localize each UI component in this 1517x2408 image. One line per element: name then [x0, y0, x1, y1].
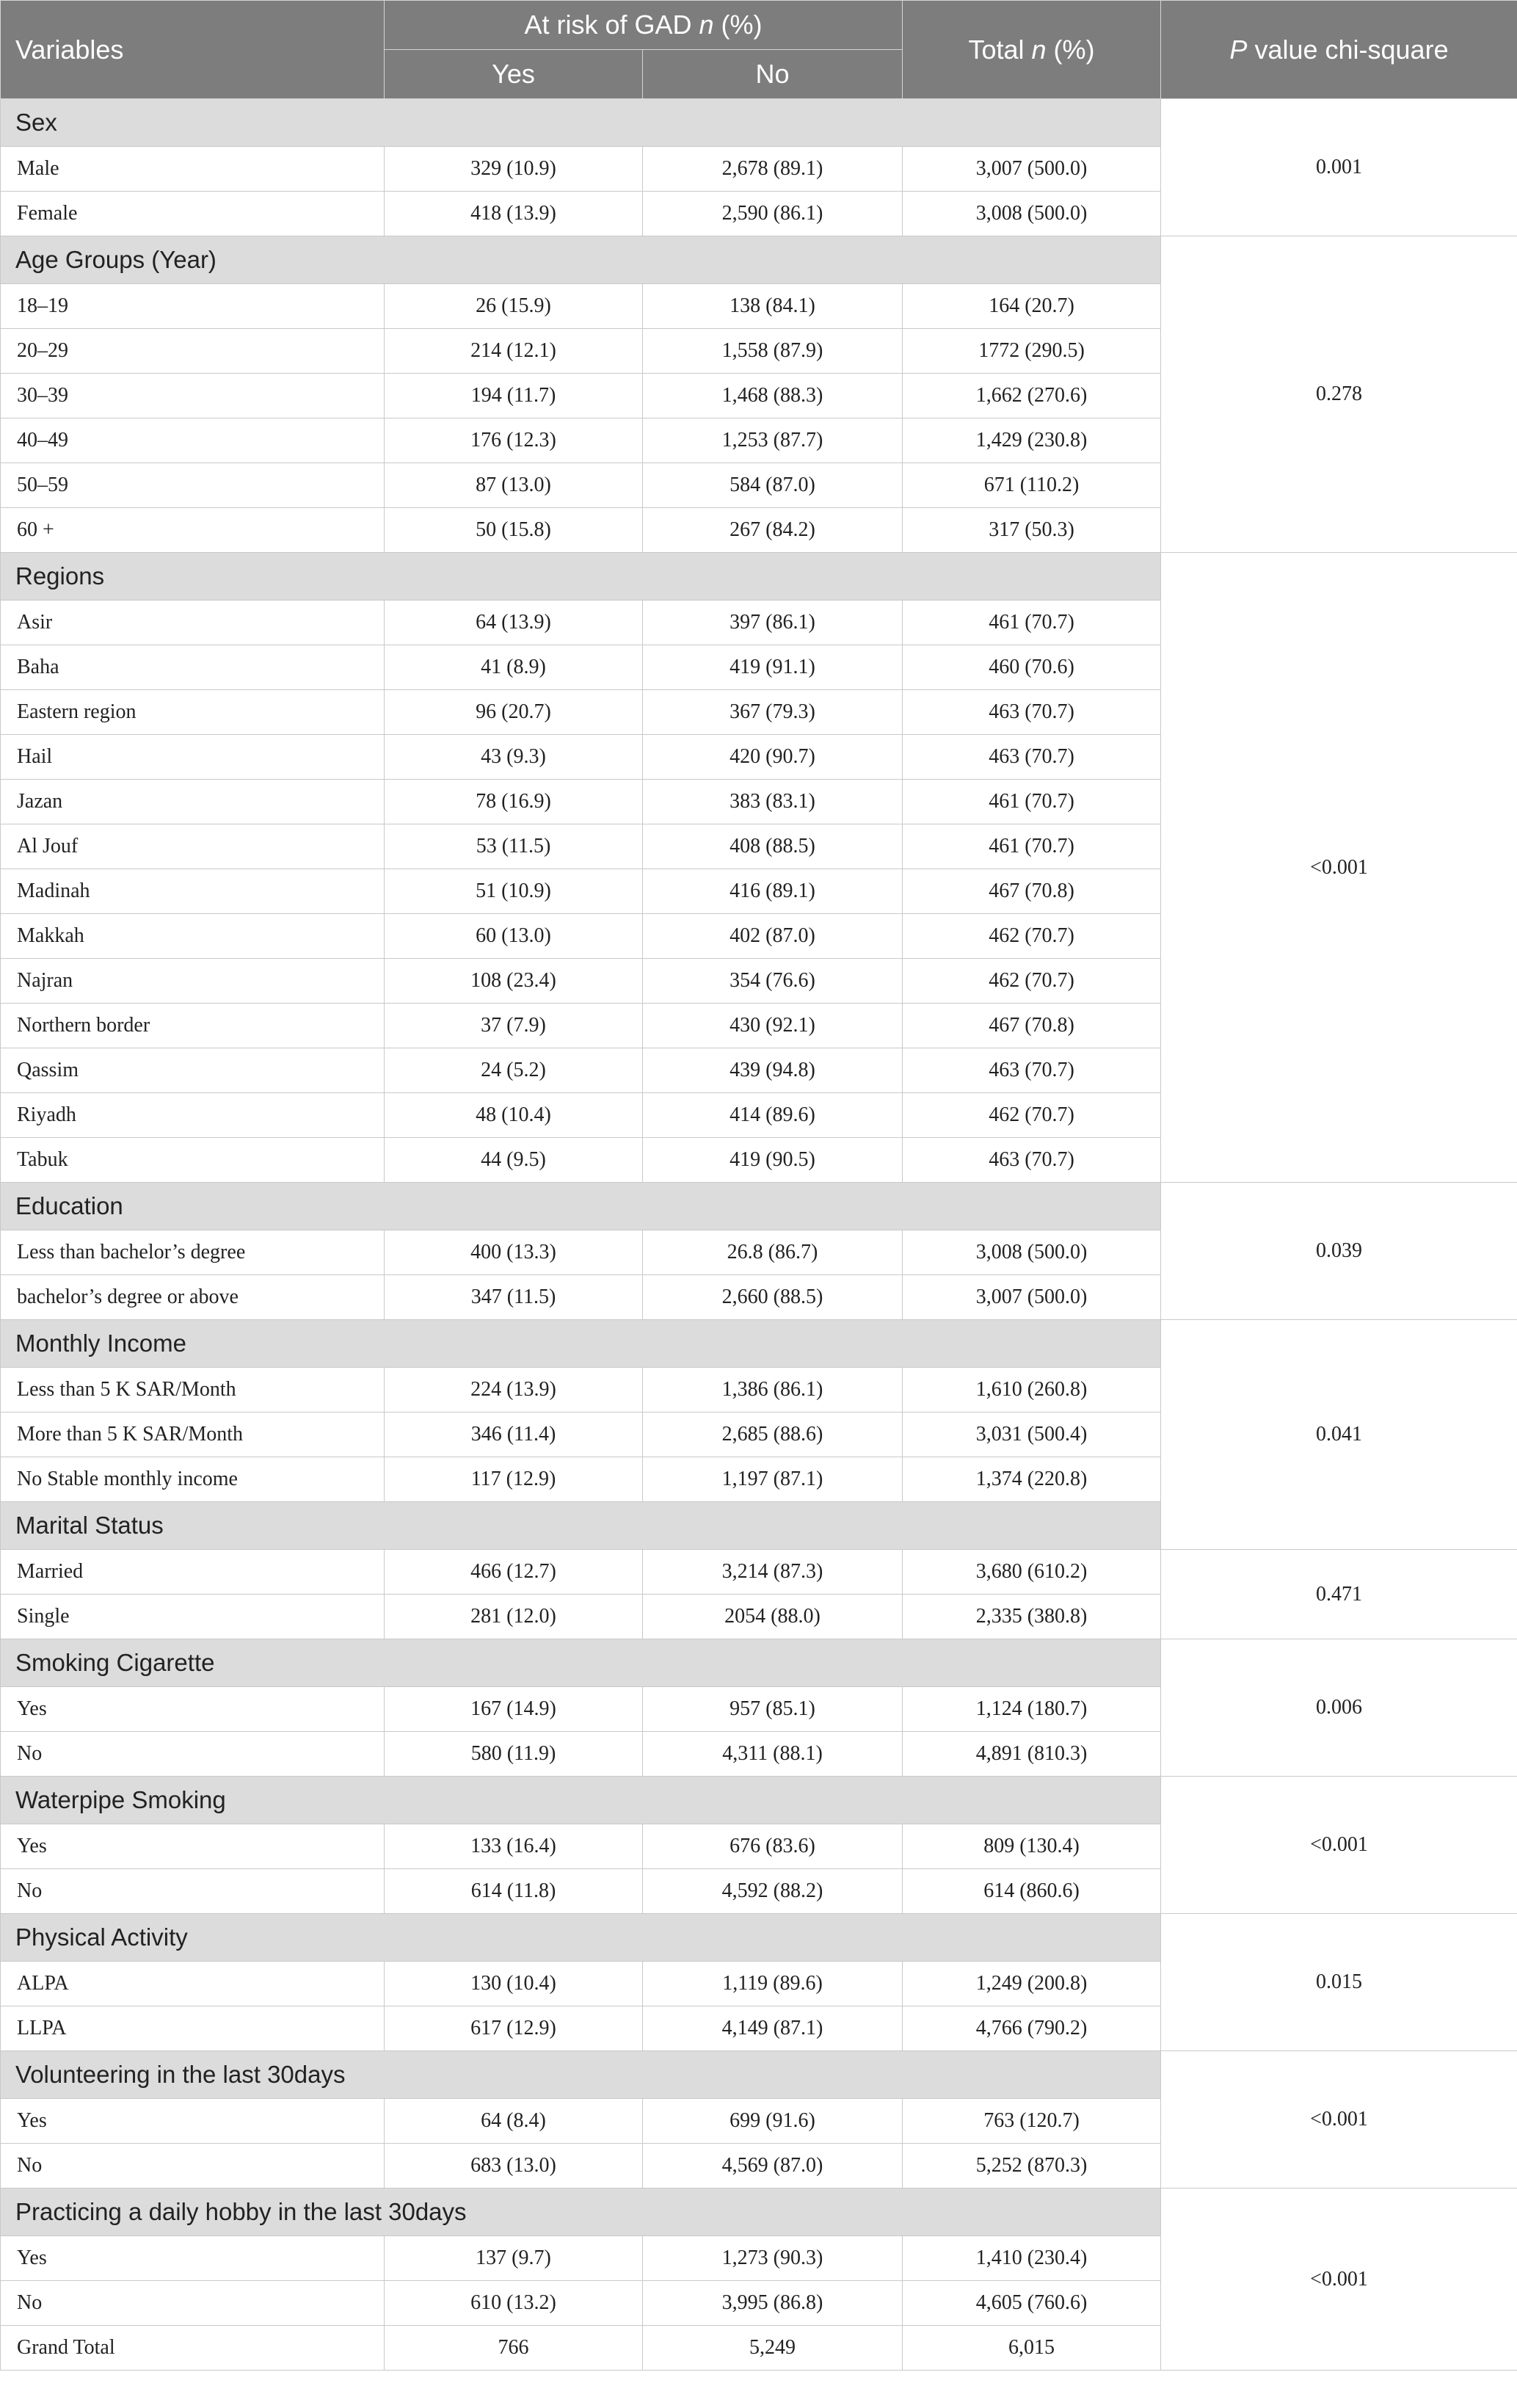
- category-label: Marital Status: [1, 1502, 1161, 1550]
- row-label: 50–59: [1, 463, 385, 508]
- at-risk-no: 2,660 (88.5): [643, 1275, 903, 1320]
- at-risk-no: 3,995 (86.8): [643, 2281, 903, 2326]
- at-risk-yes: 53 (11.5): [385, 824, 643, 869]
- at-risk-no: 1,253 (87.7): [643, 418, 903, 463]
- at-risk-yes: 617 (12.9): [385, 2006, 643, 2051]
- at-risk-no: 138 (84.1): [643, 284, 903, 329]
- category-label: Volunteering in the last 30days: [1, 2051, 1161, 2099]
- row-label: ALPA: [1, 1962, 385, 2006]
- category-label: Practicing a daily hobby in the last 30days: [1, 2188, 1161, 2236]
- row-label: Najran: [1, 959, 385, 1004]
- total: 1772 (290.5): [903, 329, 1161, 374]
- at-risk-yes: 48 (10.4): [385, 1093, 643, 1138]
- at-risk-no: 1,468 (88.3): [643, 374, 903, 418]
- total: 1,410 (230.4): [903, 2236, 1161, 2281]
- total: 4,891 (810.3): [903, 1732, 1161, 1777]
- at-risk-yes: 130 (10.4): [385, 1962, 643, 2006]
- category-row: [1, 1320, 1517, 1368]
- at-risk-yes: 418 (13.9): [385, 192, 643, 236]
- row-label: 40–49: [1, 418, 385, 463]
- total: 1,662 (270.6): [903, 374, 1161, 418]
- at-risk-no: 2,678 (89.1): [643, 147, 903, 192]
- grand-total-no: 5,249: [643, 2326, 903, 2371]
- at-risk-no: 4,569 (87.0): [643, 2144, 903, 2188]
- at-risk-yes: 108 (23.4): [385, 959, 643, 1004]
- at-risk-yes: 51 (10.9): [385, 869, 643, 914]
- grand-total-total: 6,015: [903, 2326, 1161, 2371]
- p-value: 0.278: [1161, 236, 1517, 553]
- at-risk-no: 416 (89.1): [643, 869, 903, 914]
- header-at-risk: At risk of GAD n (%): [385, 1, 903, 50]
- total: 1,429 (230.8): [903, 418, 1161, 463]
- header-total: Total n (%): [903, 1, 1161, 99]
- total: 614 (860.6): [903, 1869, 1161, 1914]
- total: 1,610 (260.8): [903, 1368, 1161, 1412]
- header-p-value: P value chi-square: [1161, 1, 1517, 99]
- row-label: Jazan: [1, 780, 385, 824]
- total: 4,766 (790.2): [903, 2006, 1161, 2051]
- at-risk-yes: 117 (12.9): [385, 1457, 643, 1502]
- at-risk-yes: 176 (12.3): [385, 418, 643, 463]
- at-risk-no: 4,149 (87.1): [643, 2006, 903, 2051]
- category-row: [1, 99, 1517, 147]
- row-label: Riyadh: [1, 1093, 385, 1138]
- row-label: Hail: [1, 735, 385, 780]
- at-risk-yes: 64 (8.4): [385, 2099, 643, 2144]
- row-label: 30–39: [1, 374, 385, 418]
- total: 460 (70.6): [903, 645, 1161, 690]
- at-risk-no: 1,119 (89.6): [643, 1962, 903, 2006]
- category-row: [1, 553, 1517, 601]
- at-risk-no: 1,273 (90.3): [643, 2236, 903, 2281]
- p-value: 0.001: [1161, 99, 1517, 236]
- total: 462 (70.7): [903, 914, 1161, 959]
- at-risk-no: 957 (85.1): [643, 1687, 903, 1732]
- at-risk-yes: 137 (9.7): [385, 2236, 643, 2281]
- total: 1,374 (220.8): [903, 1457, 1161, 1502]
- p-value: 0.041: [1161, 1320, 1517, 1550]
- total: 463 (70.7): [903, 1138, 1161, 1183]
- category-label: Regions: [1, 553, 1161, 601]
- header-no: No: [643, 50, 903, 99]
- category-row: [1, 2188, 1517, 2236]
- row-label: No: [1, 2144, 385, 2188]
- at-risk-yes: 44 (9.5): [385, 1138, 643, 1183]
- total: 463 (70.7): [903, 735, 1161, 780]
- total: 3,680 (610.2): [903, 1550, 1161, 1595]
- header-variables: Variables: [1, 1, 385, 99]
- total: 164 (20.7): [903, 284, 1161, 329]
- total: 3,008 (500.0): [903, 192, 1161, 236]
- at-risk-yes: 614 (11.8): [385, 1869, 643, 1914]
- total: 463 (70.7): [903, 1048, 1161, 1093]
- category-row: [1, 236, 1517, 284]
- category-row: [1, 1639, 1517, 1687]
- at-risk-yes: 610 (13.2): [385, 2281, 643, 2326]
- at-risk-no: 4,592 (88.2): [643, 1869, 903, 1914]
- at-risk-yes: 466 (12.7): [385, 1550, 643, 1595]
- row-label: 18–19: [1, 284, 385, 329]
- at-risk-no: 1,197 (87.1): [643, 1457, 903, 1502]
- at-risk-yes: 133 (16.4): [385, 1824, 643, 1869]
- at-risk-yes: 347 (11.5): [385, 1275, 643, 1320]
- at-risk-yes: 96 (20.7): [385, 690, 643, 735]
- row-label: Yes: [1, 1824, 385, 1869]
- p-value: 0.015: [1161, 1914, 1517, 2051]
- total: 3,008 (500.0): [903, 1230, 1161, 1275]
- row-label: Female: [1, 192, 385, 236]
- at-risk-no: 676 (83.6): [643, 1824, 903, 1869]
- row-label: Makkah: [1, 914, 385, 959]
- at-risk-yes: 78 (16.9): [385, 780, 643, 824]
- p-value: <0.001: [1161, 1777, 1517, 1914]
- p-value: <0.001: [1161, 2188, 1517, 2371]
- at-risk-yes: 329 (10.9): [385, 147, 643, 192]
- row-label: Male: [1, 147, 385, 192]
- at-risk-no: 397 (86.1): [643, 601, 903, 645]
- row-label: No: [1, 2281, 385, 2326]
- total: 1,124 (180.7): [903, 1687, 1161, 1732]
- total: 467 (70.8): [903, 869, 1161, 914]
- total: 3,031 (500.4): [903, 1412, 1161, 1457]
- at-risk-yes: 43 (9.3): [385, 735, 643, 780]
- row-label: Less than 5 K SAR/Month: [1, 1368, 385, 1412]
- total: 317 (50.3): [903, 508, 1161, 553]
- at-risk-no: 402 (87.0): [643, 914, 903, 959]
- total: 2,335 (380.8): [903, 1595, 1161, 1639]
- total: 467 (70.8): [903, 1004, 1161, 1048]
- row-label: Yes: [1, 1687, 385, 1732]
- row-label: bachelor’s degree or above: [1, 1275, 385, 1320]
- total: 463 (70.7): [903, 690, 1161, 735]
- at-risk-yes: 26 (15.9): [385, 284, 643, 329]
- grand-total-label: Grand Total: [1, 2326, 385, 2371]
- row-label: Less than bachelor’s degree: [1, 1230, 385, 1275]
- category-label: Age Groups (Year): [1, 236, 1161, 284]
- at-risk-no: 383 (83.1): [643, 780, 903, 824]
- at-risk-no: 1,558 (87.9): [643, 329, 903, 374]
- at-risk-yes: 224 (13.9): [385, 1368, 643, 1412]
- at-risk-no: 430 (92.1): [643, 1004, 903, 1048]
- category-row: [1, 1777, 1517, 1824]
- at-risk-yes: 60 (13.0): [385, 914, 643, 959]
- category-label: Monthly Income: [1, 1320, 1161, 1368]
- category-row: [1, 2051, 1517, 2099]
- row-label: No: [1, 1869, 385, 1914]
- total: 1,249 (200.8): [903, 1962, 1161, 2006]
- at-risk-yes: 400 (13.3): [385, 1230, 643, 1275]
- at-risk-yes: 50 (15.8): [385, 508, 643, 553]
- at-risk-no: 26.8 (86.7): [643, 1230, 903, 1275]
- at-risk-yes: 214 (12.1): [385, 329, 643, 374]
- total: 3,007 (500.0): [903, 147, 1161, 192]
- category-label: Waterpipe Smoking: [1, 1777, 1161, 1824]
- at-risk-yes: 24 (5.2): [385, 1048, 643, 1093]
- at-risk-yes: 683 (13.0): [385, 2144, 643, 2188]
- at-risk-yes: 281 (12.0): [385, 1595, 643, 1639]
- category-row: [1, 1914, 1517, 1962]
- at-risk-yes: 41 (8.9): [385, 645, 643, 690]
- p-value: 0.039: [1161, 1183, 1517, 1320]
- row-label: Madinah: [1, 869, 385, 914]
- row-label: Northern border: [1, 1004, 385, 1048]
- at-risk-no: 408 (88.5): [643, 824, 903, 869]
- table-body: [1, 99, 1517, 2371]
- p-value: 0.471: [1161, 1550, 1517, 1639]
- total: 5,252 (870.3): [903, 2144, 1161, 2188]
- total: 3,007 (500.0): [903, 1275, 1161, 1320]
- row-label: No Stable monthly income: [1, 1457, 385, 1502]
- at-risk-yes: 580 (11.9): [385, 1732, 643, 1777]
- header-yes: Yes: [385, 50, 643, 99]
- at-risk-yes: 37 (7.9): [385, 1004, 643, 1048]
- at-risk-no: 367 (79.3): [643, 690, 903, 735]
- total: 462 (70.7): [903, 959, 1161, 1004]
- grand-total-yes: 766: [385, 2326, 643, 2371]
- at-risk-no: 584 (87.0): [643, 463, 903, 508]
- total: 461 (70.7): [903, 780, 1161, 824]
- table-header: [1, 1, 1517, 99]
- row-label: Yes: [1, 2236, 385, 2281]
- at-risk-yes: 167 (14.9): [385, 1687, 643, 1732]
- at-risk-yes: 194 (11.7): [385, 374, 643, 418]
- row-label: Asir: [1, 601, 385, 645]
- total: 4,605 (760.6): [903, 2281, 1161, 2326]
- row-label: LLPA: [1, 2006, 385, 2051]
- total: 671 (110.2): [903, 463, 1161, 508]
- row-label: No: [1, 1732, 385, 1777]
- at-risk-no: 3,214 (87.3): [643, 1550, 903, 1595]
- category-label: Smoking Cigarette: [1, 1639, 1161, 1687]
- at-risk-no: 2,590 (86.1): [643, 192, 903, 236]
- row-label: Al Jouf: [1, 824, 385, 869]
- p-value: <0.001: [1161, 553, 1517, 1183]
- category-row: [1, 1183, 1517, 1230]
- row-label: Single: [1, 1595, 385, 1639]
- at-risk-no: 2054 (88.0): [643, 1595, 903, 1639]
- at-risk-no: 419 (90.5): [643, 1138, 903, 1183]
- total: 461 (70.7): [903, 824, 1161, 869]
- total: 462 (70.7): [903, 1093, 1161, 1138]
- at-risk-no: 414 (89.6): [643, 1093, 903, 1138]
- at-risk-no: 4,311 (88.1): [643, 1732, 903, 1777]
- at-risk-yes: 87 (13.0): [385, 463, 643, 508]
- at-risk-no: 420 (90.7): [643, 735, 903, 780]
- at-risk-no: 699 (91.6): [643, 2099, 903, 2144]
- p-value: <0.001: [1161, 2051, 1517, 2188]
- at-risk-no: 439 (94.8): [643, 1048, 903, 1093]
- row-label: More than 5 K SAR/Month: [1, 1412, 385, 1457]
- category-label: Education: [1, 1183, 1161, 1230]
- at-risk-yes: 64 (13.9): [385, 601, 643, 645]
- at-risk-no: 354 (76.6): [643, 959, 903, 1004]
- p-value: 0.006: [1161, 1639, 1517, 1777]
- row-label: 20–29: [1, 329, 385, 374]
- total: 461 (70.7): [903, 601, 1161, 645]
- row-label: Eastern region: [1, 690, 385, 735]
- row-label: Tabuk: [1, 1138, 385, 1183]
- row-label: 60 +: [1, 508, 385, 553]
- at-risk-no: 1,386 (86.1): [643, 1368, 903, 1412]
- table-row: [1, 1550, 1517, 1595]
- category-label: Physical Activity: [1, 1914, 1161, 1962]
- at-risk-no: 267 (84.2): [643, 508, 903, 553]
- at-risk-yes: 346 (11.4): [385, 1412, 643, 1457]
- row-label: Yes: [1, 2099, 385, 2144]
- row-label: Married: [1, 1550, 385, 1595]
- category-label: Sex: [1, 99, 1161, 147]
- at-risk-no: 419 (91.1): [643, 645, 903, 690]
- at-risk-no: 2,685 (88.6): [643, 1412, 903, 1457]
- row-label: Qassim: [1, 1048, 385, 1093]
- total: 809 (130.4): [903, 1824, 1161, 1869]
- row-label: Baha: [1, 645, 385, 690]
- total: 763 (120.7): [903, 2099, 1161, 2144]
